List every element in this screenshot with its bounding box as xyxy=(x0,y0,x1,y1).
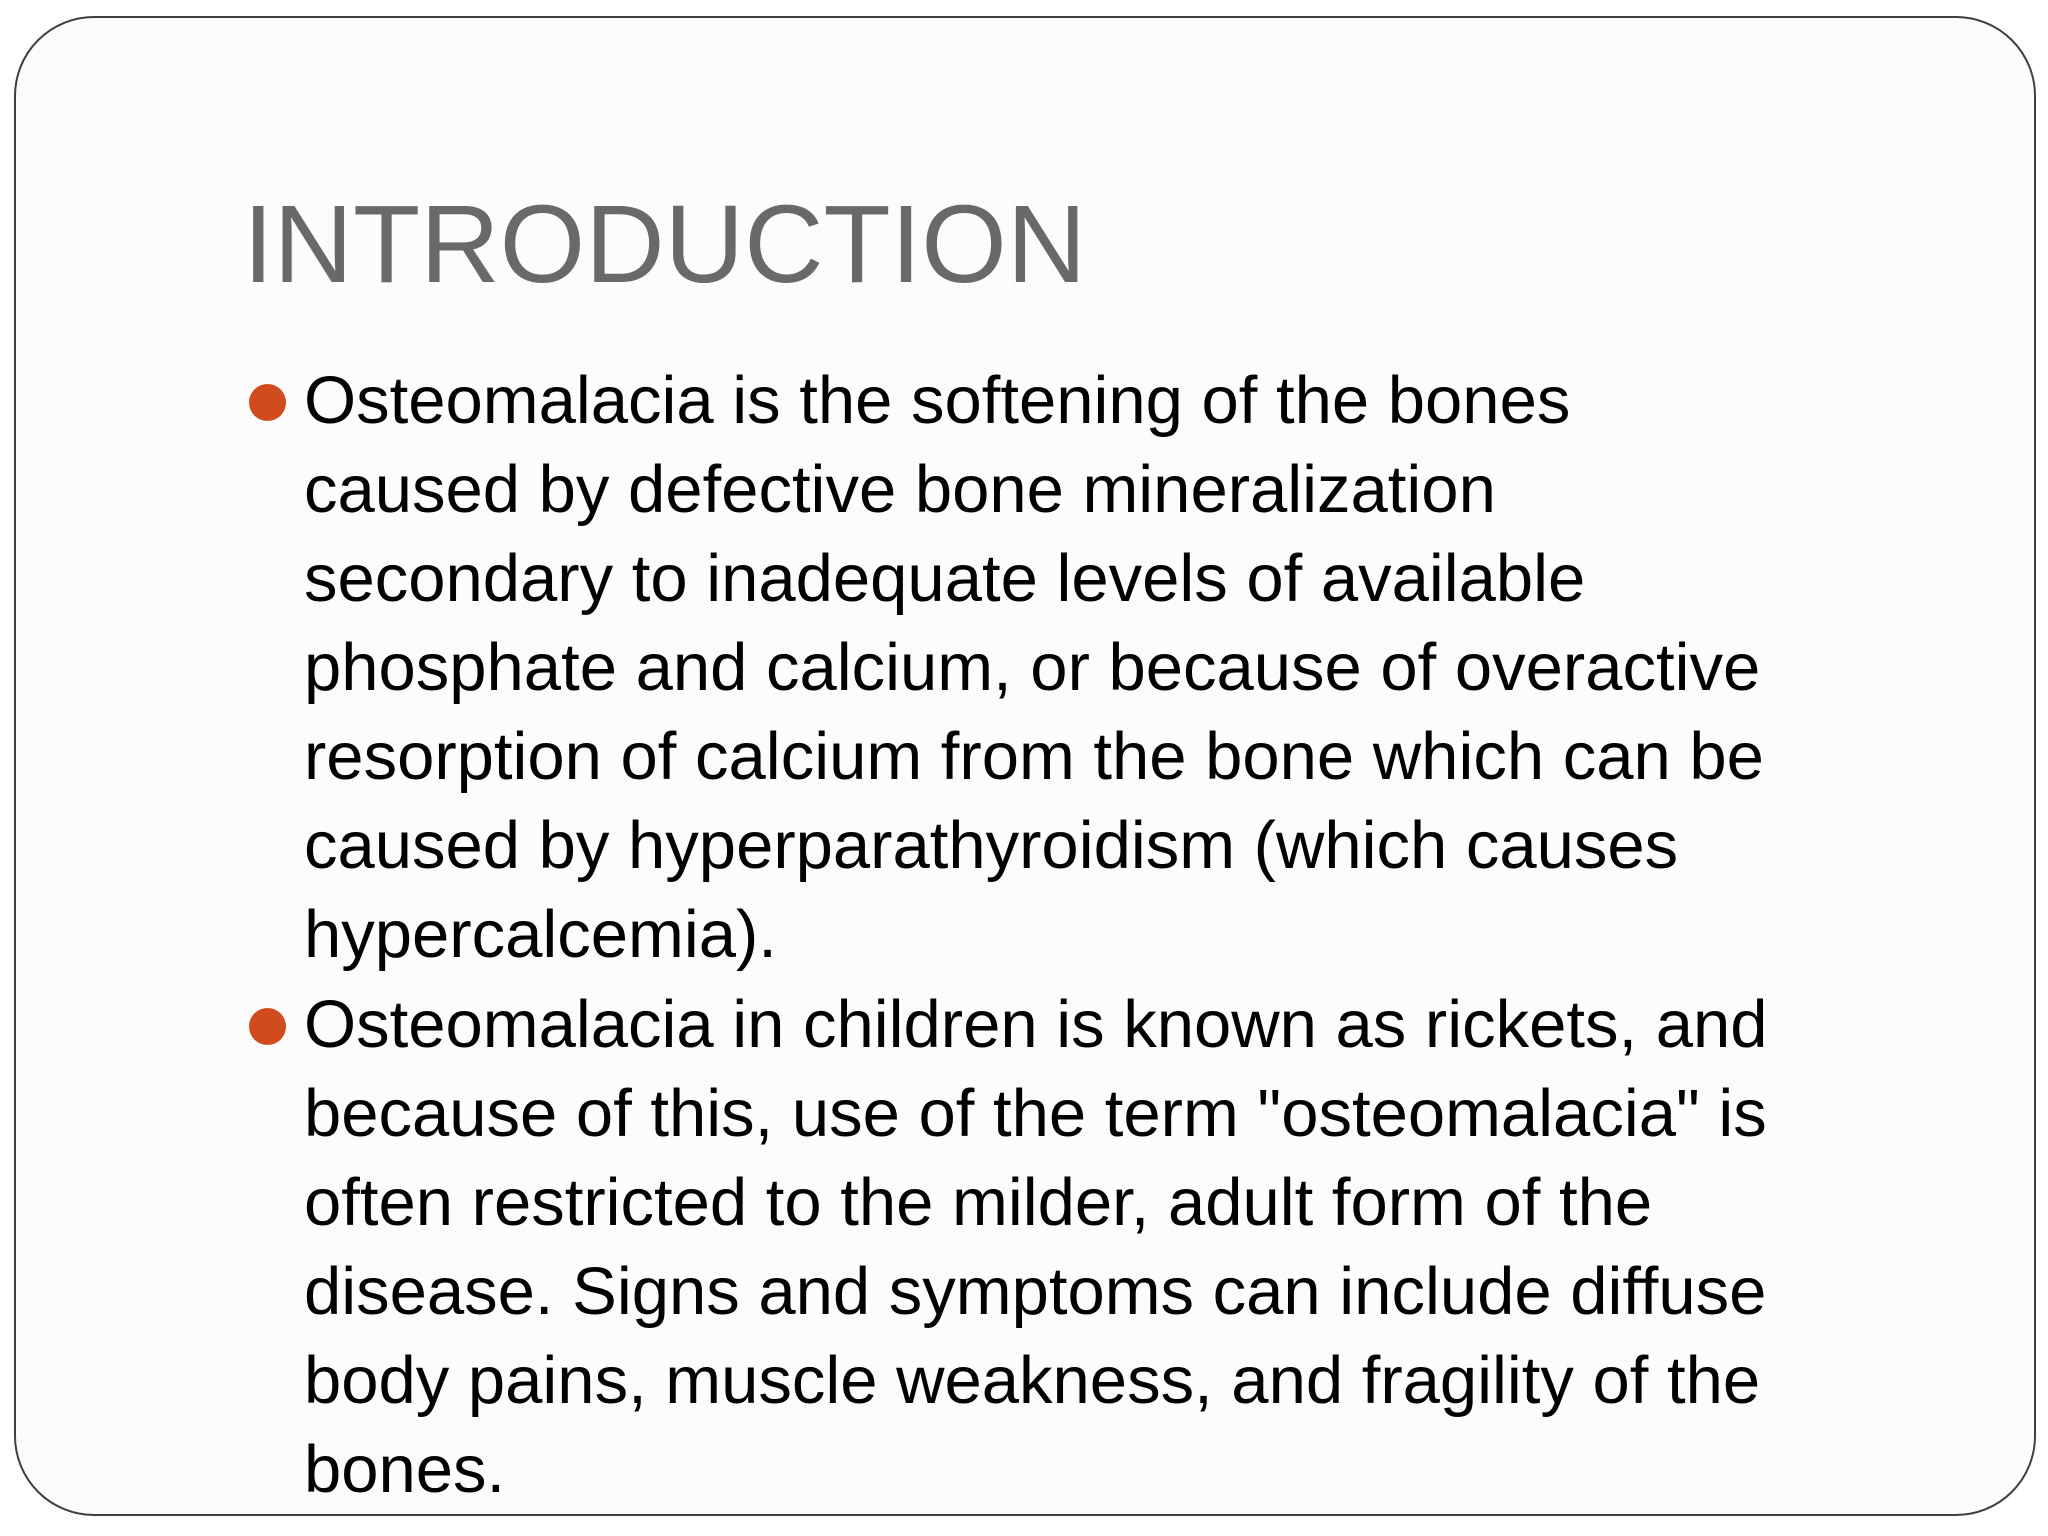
bullet-text: Osteomalacia in children is known as rickets, and because of this, use of the term "osteomalacia" is often restricted to the milder, adult form of the disease. Signs and symptoms can include diffuse body pains, muscle weakness, and fragility of the bones. xyxy=(304,987,1768,1507)
bullet-dot-icon xyxy=(249,384,286,421)
bullet-list xyxy=(243,356,1983,1514)
slide-title: INTRODUCTION xyxy=(243,183,1087,306)
list-item xyxy=(243,980,1983,1514)
slide-frame xyxy=(14,16,2036,1516)
bullet-dot-icon xyxy=(249,1008,286,1045)
bullet-text: Osteomalacia is the softening of the bones caused by defective bone mineralization secondary to inadequate levels of available phosphate and calcium, or because of overactive resorption of calcium from the bone which can be caused by hyperparathyroidism (which causes hypercalcemia). xyxy=(304,363,1764,972)
list-item xyxy=(243,356,1983,979)
